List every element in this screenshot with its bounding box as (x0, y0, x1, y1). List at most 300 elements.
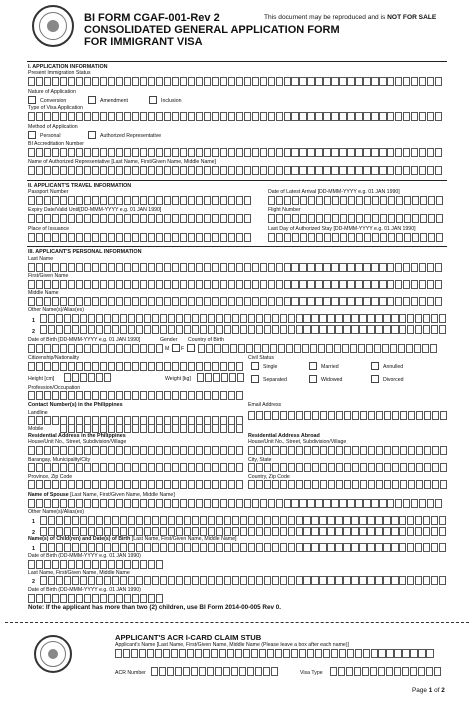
char-box[interactable] (344, 480, 351, 489)
province-field[interactable] (28, 480, 244, 489)
char-box[interactable] (188, 446, 195, 455)
char-box[interactable] (132, 263, 139, 272)
char-box[interactable] (200, 576, 207, 585)
char-box[interactable] (387, 77, 394, 86)
char-box[interactable] (208, 527, 215, 536)
char-box[interactable] (386, 667, 393, 676)
char-box[interactable] (351, 576, 358, 585)
char-box[interactable] (248, 527, 255, 536)
char-box[interactable] (128, 516, 135, 525)
char-box[interactable] (224, 325, 231, 334)
char-box[interactable] (155, 649, 162, 658)
char-box[interactable] (252, 112, 259, 121)
char-box[interactable] (335, 527, 342, 536)
char-box[interactable] (423, 516, 430, 525)
char-box[interactable] (240, 543, 247, 552)
char-box[interactable] (88, 516, 95, 525)
char-box[interactable] (312, 463, 319, 472)
char-box[interactable] (288, 411, 295, 420)
char-box[interactable] (28, 362, 35, 371)
char-box[interactable] (124, 166, 131, 175)
char-box[interactable] (380, 196, 387, 205)
char-box[interactable] (60, 148, 67, 157)
char-box[interactable] (180, 446, 187, 455)
char-box[interactable] (220, 297, 227, 306)
char-box[interactable] (196, 148, 203, 157)
char-box[interactable] (304, 411, 311, 420)
char-box[interactable] (44, 391, 51, 400)
char-box[interactable] (276, 77, 283, 86)
char-box[interactable] (236, 166, 243, 175)
char-box[interactable] (392, 463, 399, 472)
char-box[interactable] (108, 214, 115, 223)
char-box[interactable] (347, 649, 354, 658)
char-box[interactable] (214, 344, 221, 353)
char-box[interactable] (431, 516, 438, 525)
char-box[interactable] (339, 499, 346, 508)
char-box[interactable] (268, 196, 275, 205)
char-box[interactable] (227, 649, 234, 658)
char-box[interactable] (196, 112, 203, 121)
char-box[interactable] (160, 314, 167, 323)
char-box[interactable] (44, 77, 51, 86)
divorced-checkbox[interactable] (371, 375, 379, 383)
char-box[interactable] (336, 446, 343, 455)
char-box[interactable] (148, 148, 155, 157)
char-box[interactable] (28, 233, 35, 242)
char-box[interactable] (60, 463, 67, 472)
char-box[interactable] (262, 344, 269, 353)
char-box[interactable] (140, 463, 147, 472)
char-box[interactable] (256, 527, 263, 536)
char-box[interactable] (423, 543, 430, 552)
char-box[interactable] (108, 594, 115, 603)
char-box[interactable] (399, 527, 406, 536)
place-issuance-field[interactable] (28, 233, 252, 242)
char-box[interactable] (76, 233, 83, 242)
char-box[interactable] (44, 297, 51, 306)
char-box[interactable] (172, 112, 179, 121)
char-box[interactable] (224, 516, 231, 525)
char-box[interactable] (379, 112, 386, 121)
char-box[interactable] (427, 297, 434, 306)
char-box[interactable] (439, 314, 446, 323)
char-box[interactable] (286, 344, 293, 353)
char-box[interactable] (136, 543, 143, 552)
char-box[interactable] (236, 297, 243, 306)
char-box[interactable] (439, 576, 446, 585)
annulled-checkbox[interactable] (371, 362, 379, 370)
char-box[interactable] (176, 516, 183, 525)
char-box[interactable] (131, 649, 138, 658)
char-box[interactable] (116, 148, 123, 157)
char-box[interactable] (430, 344, 437, 353)
char-box[interactable] (104, 314, 111, 323)
char-box[interactable] (212, 280, 219, 289)
char-box[interactable] (132, 480, 139, 489)
char-box[interactable] (407, 516, 414, 525)
char-box[interactable] (426, 667, 433, 676)
char-box[interactable] (100, 344, 107, 353)
char-box[interactable] (52, 148, 59, 157)
char-box[interactable] (323, 77, 330, 86)
char-box[interactable] (124, 280, 131, 289)
char-box[interactable] (247, 667, 254, 676)
char-box[interactable] (291, 112, 298, 121)
char-box[interactable] (302, 344, 309, 353)
char-box[interactable] (383, 314, 390, 323)
char-box[interactable] (204, 166, 211, 175)
char-box[interactable] (228, 424, 235, 433)
char-box[interactable] (100, 196, 107, 205)
char-box[interactable] (72, 527, 79, 536)
char-box[interactable] (238, 344, 245, 353)
char-box[interactable] (48, 325, 55, 334)
char-box[interactable] (240, 527, 247, 536)
char-box[interactable] (411, 166, 418, 175)
visa-type-field[interactable] (28, 112, 443, 121)
char-box[interactable] (116, 233, 123, 242)
char-box[interactable] (191, 667, 198, 676)
char-box[interactable] (371, 112, 378, 121)
char-box[interactable] (84, 112, 91, 121)
char-box[interactable] (212, 77, 219, 86)
char-box[interactable] (336, 463, 343, 472)
char-box[interactable] (80, 543, 87, 552)
char-box[interactable] (198, 344, 205, 353)
char-box[interactable] (327, 527, 334, 536)
char-box[interactable] (403, 112, 410, 121)
char-box[interactable] (56, 527, 63, 536)
char-box[interactable] (172, 391, 179, 400)
char-box[interactable] (60, 297, 67, 306)
char-box[interactable] (184, 314, 191, 323)
char-box[interactable] (428, 196, 435, 205)
char-box[interactable] (120, 314, 127, 323)
char-box[interactable] (84, 463, 91, 472)
char-box[interactable] (319, 576, 326, 585)
char-box[interactable] (339, 649, 346, 658)
char-box[interactable] (400, 480, 407, 489)
char-box[interactable] (272, 527, 279, 536)
char-box[interactable] (68, 148, 75, 157)
char-box[interactable] (108, 391, 115, 400)
char-box[interactable] (276, 148, 283, 157)
char-box[interactable] (244, 297, 251, 306)
char-box[interactable] (205, 373, 212, 382)
char-box[interactable] (236, 424, 243, 433)
char-box[interactable] (331, 649, 338, 658)
char-box[interactable] (411, 148, 418, 157)
char-box[interactable] (347, 499, 354, 508)
char-box[interactable] (164, 263, 171, 272)
char-box[interactable] (84, 594, 91, 603)
char-box[interactable] (331, 280, 338, 289)
char-box[interactable] (403, 166, 410, 175)
char-box[interactable] (60, 344, 67, 353)
char-box[interactable] (291, 148, 298, 157)
char-box[interactable] (96, 527, 103, 536)
char-box[interactable] (355, 112, 362, 121)
char-box[interactable] (315, 499, 322, 508)
char-box[interactable] (264, 411, 271, 420)
char-box[interactable] (68, 263, 75, 272)
char-box[interactable] (288, 325, 295, 334)
char-box[interactable] (148, 77, 155, 86)
char-box[interactable] (188, 233, 195, 242)
char-box[interactable] (156, 280, 163, 289)
char-box[interactable] (108, 463, 115, 472)
char-box[interactable] (167, 667, 174, 676)
char-box[interactable] (164, 214, 171, 223)
char-box[interactable] (284, 214, 291, 223)
char-box[interactable] (92, 214, 99, 223)
char-box[interactable] (203, 649, 210, 658)
char-box[interactable] (244, 233, 251, 242)
char-box[interactable] (244, 263, 251, 272)
char-box[interactable] (132, 362, 139, 371)
char-box[interactable] (156, 480, 163, 489)
char-box[interactable] (276, 214, 283, 223)
char-box[interactable] (319, 543, 326, 552)
char-box[interactable] (268, 233, 275, 242)
char-box[interactable] (64, 516, 71, 525)
char-box[interactable] (400, 463, 407, 472)
char-box[interactable] (292, 196, 299, 205)
char-box[interactable] (351, 527, 358, 536)
char-box[interactable] (60, 280, 67, 289)
char-box[interactable] (260, 499, 267, 508)
char-box[interactable] (327, 516, 334, 525)
char-box[interactable] (208, 576, 215, 585)
char-box[interactable] (44, 214, 51, 223)
char-box[interactable] (84, 362, 91, 371)
char-box[interactable] (228, 148, 235, 157)
char-box[interactable] (188, 480, 195, 489)
char-box[interactable] (40, 576, 47, 585)
char-box[interactable] (400, 446, 407, 455)
char-box[interactable] (308, 196, 315, 205)
char-box[interactable] (124, 480, 131, 489)
char-box[interactable] (92, 344, 99, 353)
char-box[interactable] (172, 480, 179, 489)
char-box[interactable] (213, 373, 220, 382)
char-box[interactable] (168, 576, 175, 585)
char-box[interactable] (436, 214, 443, 223)
char-box[interactable] (44, 263, 51, 272)
char-box[interactable] (375, 325, 382, 334)
char-box[interactable] (52, 196, 59, 205)
char-box[interactable] (415, 543, 422, 552)
char-box[interactable] (431, 527, 438, 536)
char-box[interactable] (168, 314, 175, 323)
char-box[interactable] (44, 280, 51, 289)
char-box[interactable] (84, 391, 91, 400)
char-box[interactable] (371, 649, 378, 658)
char-box[interactable] (288, 516, 295, 525)
char-box[interactable] (48, 576, 55, 585)
char-box[interactable] (116, 344, 123, 353)
char-box[interactable] (299, 263, 306, 272)
char-box[interactable] (184, 527, 191, 536)
char-box[interactable] (124, 344, 131, 353)
char-box[interactable] (276, 499, 283, 508)
char-box[interactable] (128, 314, 135, 323)
char-box[interactable] (280, 325, 287, 334)
char-box[interactable] (52, 463, 59, 472)
char-box[interactable] (403, 263, 410, 272)
char-box[interactable] (216, 516, 223, 525)
char-box[interactable] (172, 233, 179, 242)
char-box[interactable] (296, 543, 303, 552)
char-box[interactable] (36, 280, 43, 289)
char-box[interactable] (268, 148, 275, 157)
profession-field[interactable] (28, 391, 244, 400)
char-box[interactable] (116, 480, 123, 489)
char-box[interactable] (264, 480, 271, 489)
char-box[interactable] (92, 480, 99, 489)
char-box[interactable] (427, 166, 434, 175)
char-box[interactable] (140, 362, 147, 371)
char-box[interactable] (350, 344, 357, 353)
char-box[interactable] (100, 463, 107, 472)
char-box[interactable] (338, 667, 345, 676)
char-box[interactable] (116, 499, 123, 508)
char-box[interactable] (272, 480, 279, 489)
char-box[interactable] (379, 499, 386, 508)
char-box[interactable] (344, 411, 351, 420)
char-box[interactable] (188, 148, 195, 157)
char-box[interactable] (355, 649, 362, 658)
char-box[interactable] (184, 325, 191, 334)
char-box[interactable] (291, 263, 298, 272)
char-box[interactable] (168, 543, 175, 552)
char-box[interactable] (272, 314, 279, 323)
char-box[interactable] (411, 297, 418, 306)
char-box[interactable] (88, 325, 95, 334)
char-box[interactable] (347, 280, 354, 289)
char-box[interactable] (212, 424, 219, 433)
char-box[interactable] (148, 391, 155, 400)
char-box[interactable] (204, 263, 211, 272)
char-box[interactable] (368, 480, 375, 489)
char-box[interactable] (411, 499, 418, 508)
char-box[interactable] (44, 416, 51, 425)
char-box[interactable] (236, 263, 243, 272)
char-box[interactable] (212, 446, 219, 455)
char-box[interactable] (199, 667, 206, 676)
char-box[interactable] (383, 516, 390, 525)
char-box[interactable] (256, 543, 263, 552)
char-box[interactable] (272, 516, 279, 525)
char-box[interactable] (360, 411, 367, 420)
char-box[interactable] (104, 516, 111, 525)
char-box[interactable] (276, 233, 283, 242)
char-box[interactable] (224, 543, 231, 552)
char-box[interactable] (160, 527, 167, 536)
char-box[interactable] (60, 499, 67, 508)
char-box[interactable] (392, 480, 399, 489)
char-box[interactable] (156, 594, 163, 603)
char-box[interactable] (76, 280, 83, 289)
char-box[interactable] (28, 416, 35, 425)
char-box[interactable] (92, 77, 99, 86)
char-box[interactable] (96, 373, 103, 382)
char-box[interactable] (268, 77, 275, 86)
char-box[interactable] (404, 233, 411, 242)
char-box[interactable] (268, 112, 275, 121)
char-box[interactable] (347, 112, 354, 121)
char-box[interactable] (308, 233, 315, 242)
char-box[interactable] (220, 263, 227, 272)
char-box[interactable] (76, 112, 83, 121)
char-box[interactable] (244, 499, 251, 508)
char-box[interactable] (180, 148, 187, 157)
char-box[interactable] (92, 391, 99, 400)
char-box[interactable] (180, 196, 187, 205)
char-box[interactable] (371, 297, 378, 306)
char-box[interactable] (228, 214, 235, 223)
char-box[interactable] (268, 280, 275, 289)
char-box[interactable] (204, 233, 211, 242)
char-box[interactable] (140, 280, 147, 289)
char-box[interactable] (408, 446, 415, 455)
char-box[interactable] (212, 297, 219, 306)
child-1-dob-field[interactable] (28, 560, 164, 569)
char-box[interactable] (419, 280, 426, 289)
char-box[interactable] (439, 527, 446, 536)
char-box[interactable] (260, 166, 267, 175)
char-box[interactable] (132, 297, 139, 306)
char-box[interactable] (139, 649, 146, 658)
char-box[interactable] (180, 77, 187, 86)
char-box[interactable] (280, 576, 287, 585)
char-box[interactable] (228, 233, 235, 242)
spouse-alias-1-field[interactable] (40, 516, 447, 525)
char-box[interactable] (84, 424, 91, 433)
char-box[interactable] (366, 344, 373, 353)
char-box[interactable] (60, 362, 67, 371)
char-box[interactable] (407, 576, 414, 585)
char-box[interactable] (220, 77, 227, 86)
char-box[interactable] (280, 411, 287, 420)
char-box[interactable] (260, 297, 267, 306)
char-box[interactable] (148, 263, 155, 272)
char-box[interactable] (164, 362, 171, 371)
char-box[interactable] (240, 325, 247, 334)
char-box[interactable] (432, 463, 439, 472)
char-box[interactable] (371, 166, 378, 175)
char-box[interactable] (164, 446, 171, 455)
char-box[interactable] (156, 362, 163, 371)
char-box[interactable] (315, 166, 322, 175)
char-box[interactable] (374, 344, 381, 353)
char-box[interactable] (414, 344, 421, 353)
char-box[interactable] (254, 344, 261, 353)
char-box[interactable] (332, 233, 339, 242)
char-box[interactable] (339, 148, 346, 157)
char-box[interactable] (427, 263, 434, 272)
char-box[interactable] (335, 516, 342, 525)
char-box[interactable] (348, 233, 355, 242)
char-box[interactable] (251, 649, 258, 658)
char-box[interactable] (372, 233, 379, 242)
char-box[interactable] (222, 344, 229, 353)
char-box[interactable] (28, 280, 35, 289)
char-box[interactable] (280, 480, 287, 489)
char-box[interactable] (246, 344, 253, 353)
char-box[interactable] (268, 166, 275, 175)
